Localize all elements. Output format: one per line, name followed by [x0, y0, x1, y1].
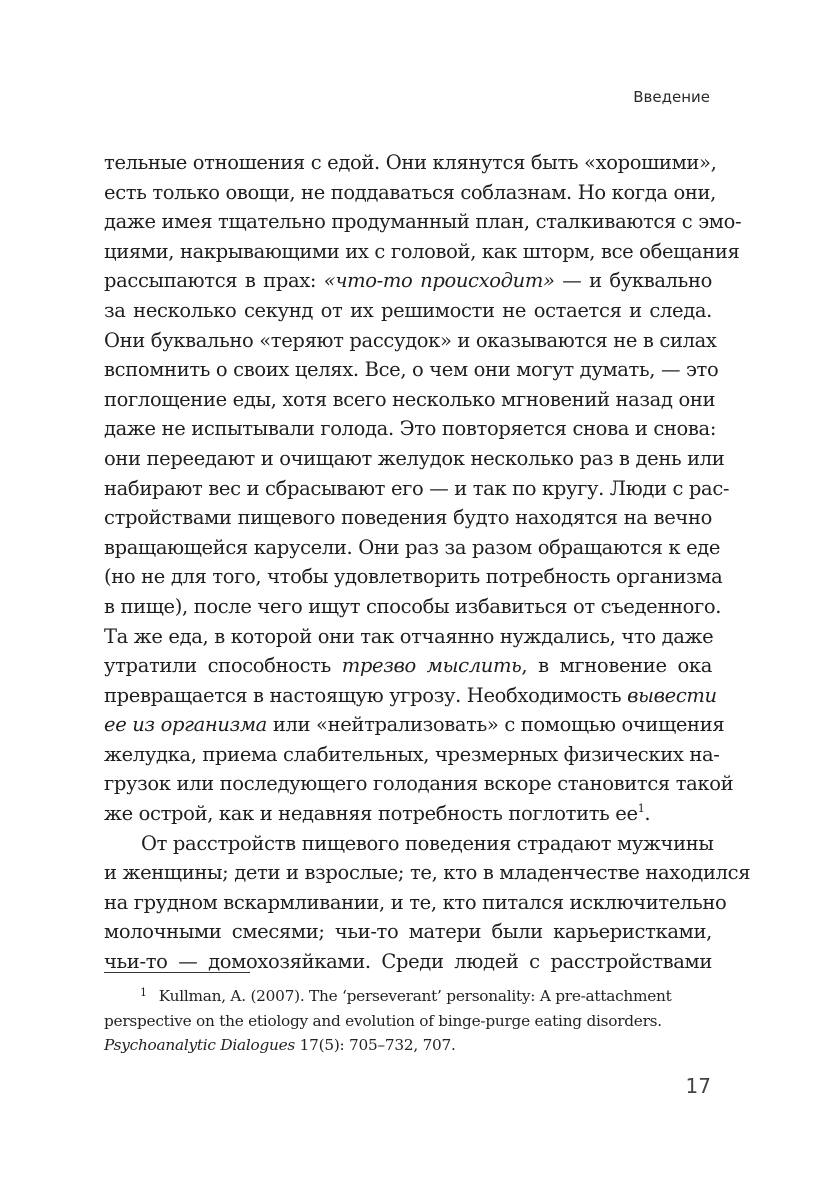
footnote-divider	[104, 972, 250, 973]
text-line: же острой, как и недавняя потребность поглотить $ее^1$.	[104, 802, 651, 826]
text-line: грузок или последующего голодания вскоре становится такой	[104, 772, 734, 796]
text-line: есть только овощи, не поддаваться соблазнам. Но когда они,	[104, 180, 717, 204]
text-line: вращающейся карусели. Они раз за разом обращаются к еде	[104, 535, 721, 559]
text-line: набирают вес и сбрасывают его — и так по кругу. Люди с рас-	[104, 476, 730, 500]
text-line: (но не для того, чтобы удовлетворить потребность организма	[104, 565, 723, 589]
text-line: вспомнить о своих целях. Все, о чем они могут думать, — это	[104, 358, 719, 382]
footnote-ref: 1	[637, 802, 645, 816]
footnote-number: 1	[140, 986, 147, 999]
text-line: Они буквально «теряют рассудок» и оказываются не в силах	[104, 328, 717, 352]
emphasis-text: ее из организма	[104, 713, 267, 737]
text-line: в пище), после чего ищут способы избавиться от съеденного.	[104, 594, 722, 618]
text-line: Та же еда, в которой они так отчаянно нуждались, что даже	[104, 624, 714, 648]
text-line: они переедают и очищают желудок несколько раз в день или	[104, 446, 725, 470]
journal-name: Psychoanalytic Dialogues	[104, 1036, 296, 1054]
text-line: молочными смесями; чьи-то матери были карьеристками,	[104, 920, 712, 944]
emphasis-text: «что-то происходит»	[323, 269, 555, 293]
page-number: 17	[685, 1074, 711, 1098]
text-line: От расстройств пищевого поведения страдают мужчины	[141, 831, 714, 855]
footnote: $^1$ Kullman, A. (2007). The ‘perseverant’ personality: A pre-attachment perspective on the etiology and evolution of binge-purge eating disorders. Psychoanalytic Dialogues 17(5): 705–732, 707.	[104, 986, 672, 1054]
main-text	[104, 148, 751, 977]
text-line: на грудном вскармливании, и те, кто питался исключительно	[104, 890, 727, 914]
text-line: поглощение еды, хотя всего несколько мгновений назад они	[104, 387, 716, 411]
text-line: циями, накрывающими их с головой, как шторм, все обещания	[104, 239, 740, 263]
text-line: ее из организма или «нейтрализовать» с помощью очищения	[104, 713, 725, 737]
text-line: чьи-то — домохозяйками. Среди людей с расстройствами	[104, 950, 712, 974]
text-line: желудка, приема слабительных, чрезмерных физических на-	[104, 742, 720, 766]
text-line: за несколько секунд от их решимости не остается и следа.	[104, 298, 712, 322]
text-line: и женщины; дети и взрослые; те, кто в младенчестве находился	[104, 861, 751, 885]
text-line: стройствами пищевого поведения будто находятся на вечно	[104, 506, 712, 530]
emphasis-text: вывести	[627, 683, 717, 707]
text-line: превращается в настоящую угрозу. Необходимость вывести	[104, 683, 717, 707]
text-line: тельные отношения с едой. Они клянутся быть «хорошими»,	[104, 151, 717, 174]
running-header: Введение	[633, 88, 710, 106]
text-line: рассыпаются в прах: «что-то происходит» — и буквально	[104, 269, 712, 293]
text-line: даже не испытывали голода. Это повторяется снова и снова:	[104, 417, 717, 441]
emphasis-text: трезво мыслить	[341, 654, 522, 678]
text-line: даже имея тщательно продуманный план, сталкиваются с эмо-	[104, 210, 742, 234]
text-line: утратили способность трезво мыслить, в мгновение ока	[104, 654, 713, 678]
